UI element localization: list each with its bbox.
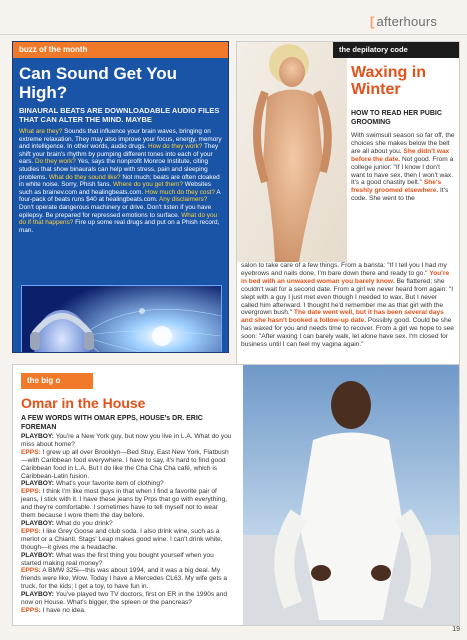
speaker-text: I think I'm like most guys in that when I find a favorite pair of jeans, I stick with it. I have these jeans by Prps that go with everything, and they're comfortable. I sometimes have to tell myself not to wear them because I wore them the day before. [21, 488, 227, 520]
speaker-text: I like Grey Goose and club soda. I also drink wine, such as a merlot or a Chianti. Stags' Leap makes good wine. I can't drink white, though—it gives me a headache. [21, 527, 223, 551]
interview-line [21, 433, 233, 449]
interview-line [21, 552, 233, 568]
interview-line [21, 520, 233, 528]
speaker-text: You've played two TV doctors, first on ER in the 1990s and now on House. What's bigger, the spleen or the pancreas? [21, 591, 228, 607]
bigo-title: Omar in the House [21, 395, 146, 411]
highlight-text: How do they work? [147, 143, 203, 151]
bigo-deck: A FEW WORDS WITH OMAR EPPS, HOUSE's DR. ERIC FOREMAN [21, 415, 203, 431]
omar-photo [243, 365, 459, 625]
speaker-label: EPPS: [21, 448, 41, 456]
section-bracket: [ [370, 14, 375, 29]
body-text: salon to take care of a few things. From a barista: "If I tell you I had my eyebrows and nails done, I'm bare down there and ready to go." [241, 262, 447, 277]
speaker-label: EPPS: [21, 567, 41, 575]
highlight-text: What do they sound like? [48, 173, 121, 181]
interview-line [21, 449, 233, 481]
speaker-label: EPPS: [21, 488, 41, 496]
interview-line [21, 567, 233, 591]
highlight-text: How much do they cost? [145, 188, 215, 196]
body-text: With swimsuit season so far off, the choices she makes below the belt are all about you. [351, 132, 455, 155]
waxing-column-text [351, 132, 455, 203]
speaker-text: What's your favorite item of clothing? [53, 480, 164, 488]
highlight-text: Where do you get them? [113, 181, 183, 189]
bigo-label: the big o [21, 373, 93, 389]
highlight-text: What do you do if that happens? [19, 211, 218, 227]
buzz-label: buzz of the month [13, 42, 228, 58]
body-text: Not much; beats are often cloaked in white noise. Sorry, Phish fans. [19, 173, 220, 189]
waxing-title: Waxing in Winter [351, 64, 426, 98]
body-text: It's code. She went to the [351, 187, 449, 203]
section-name: afterhours [376, 14, 438, 29]
binaural-illustration [21, 285, 222, 353]
section-header [370, 14, 462, 34]
speaker-text: I grew up all over Brooklyn—Bed Stuy, East New York, Flatbush—with Caribbean food everywhere. I have to say, it's hard to find good Caribbean food in L.A. But I do like the Cha Cha Cha café, which is Caribbean-Latin fusion. [21, 448, 229, 480]
interview-line [21, 591, 233, 607]
speaker-text: What was the first thing you bought yourself when you started making real money? [21, 551, 214, 567]
body-text: A four-pack of beats runs $40 at healingbeats.com. [19, 188, 221, 204]
waxing-label: the depilatory code [333, 42, 459, 58]
header-rule [0, 34, 467, 35]
waxing-panel [236, 41, 460, 374]
body-text: They shift your brain's rhythm by pumping different tones into each of your ears. [19, 143, 219, 166]
waxing-wide-text [241, 262, 455, 349]
speaker-label: EPPS: [21, 527, 41, 535]
speaker-text: I have no idea. [40, 606, 86, 614]
highlight-text: Any disclaimers? [158, 196, 208, 204]
bigo-panel [12, 364, 460, 626]
bigo-interview [21, 433, 233, 615]
speaker-label: PLAYBOY: [21, 551, 54, 559]
buzz-body [19, 128, 222, 234]
highlight-text: The date went well, but it has been several days and she hasn't booked a follow-up date. [241, 309, 444, 325]
body-text: Don't operate dangerous machinery or drive. Don't listen if you have epilepsy. Be prepared for repressed emotions to surface. [19, 203, 212, 219]
highlight-text: She didn't wax before the date. [351, 147, 450, 163]
buzz-title: Can Sound Get You High? [19, 64, 178, 102]
body-text: Be flattered; she couldn't wait for a second date. From a girl we never heard from again: "I slept with a guy I just met even though I needed to wax. But I never called him afterward. I thought he'd remember me as that girl with the overgrown bush." [241, 277, 454, 317]
speaker-label: PLAYBOY: [21, 591, 54, 599]
interview-line [21, 528, 233, 552]
speaker-text: What do you drink? [53, 519, 113, 527]
waxing-deck: HOW TO READ HER PUBIC GROOMING [351, 110, 442, 126]
speaker-text: You're a New York guy, but now you live in L.A. What do you miss about home? [21, 433, 232, 448]
model-photo [237, 42, 347, 262]
speaker-label: PLAYBOY: [21, 480, 54, 488]
body-text: Possibly good. Could be she has waxed for you and needs time to recover. From a girl we hope to see soon: "After waxing I can barely walk, let alone have sex. I'm closed for business until I can feel my vagina again." [241, 317, 454, 349]
body-text: Websites such as brainev.com and healingbeats.com. [19, 181, 211, 196]
page-number: 19 [452, 626, 460, 633]
highlight-text: What are they? [19, 128, 63, 135]
buzz-deck: BINAURAL BEATS ARE DOWNLOADABLE AUDIO FILES THAT CAN ALTER THE MIND. MAYBE [19, 106, 220, 124]
body-text: Fire up some real drugs and put on a Phish record, man. [19, 219, 220, 234]
speaker-label: PLAYBOY: [21, 433, 54, 440]
speaker-label: PLAYBOY: [21, 519, 54, 527]
body-text: Sounds that influence your brain waves, bringing on extreme relaxation. They may also improve your focus, energy, memory and intelligence. In other words, audio drugs. [19, 128, 222, 151]
interview-line [21, 480, 233, 488]
interview-line [21, 607, 233, 615]
speaker-label: EPPS: [21, 606, 41, 614]
buzz-panel [12, 41, 229, 353]
interview-line [21, 488, 233, 520]
body-text: Yes, says the nonprofit Monroe Institute, citing studies that show binaurals can help with stress, pain and sleeping problems. [19, 158, 208, 181]
highlight-text: You're in bed with an unwaxed woman you barely know. [241, 269, 450, 285]
highlight-text: She's freshly groomed elsewhere. [351, 179, 442, 195]
speaker-text: A BMW 325i—this was about 1994, and it was a big deal. My friends were like, Wow. Today I have a Mercedes CL63. My wife gets a truck, for the kids; I get a toy, to have fun in. [21, 567, 228, 591]
highlight-text: Do they work? [34, 158, 76, 166]
body-text: Not good. From a college junior: "If I know I don't want to have sex, then I won't wax. It's a good chastity belt." [351, 155, 454, 187]
